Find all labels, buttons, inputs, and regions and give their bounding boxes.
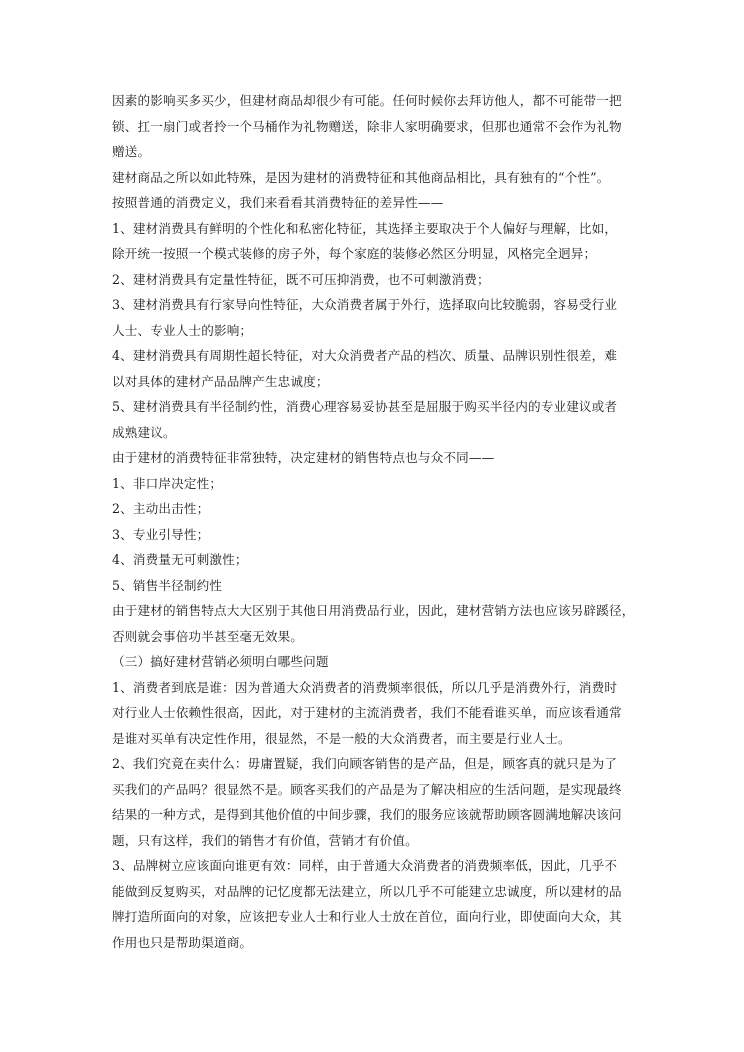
text-line: 因素的影响买多买少，但建材商品却很少有可能。任何时候你去拜访他人，都不可能带一把 <box>112 93 622 108</box>
text-line: 2、主动出击性； <box>112 501 210 516</box>
text-line: 赠送。 <box>112 144 151 159</box>
text-line: 否则就会事倍功半甚至毫无效果。 <box>112 628 304 644</box>
text-line: 买我们的产品吗？很显然不是。顾客买我们的产品是为了解决相应的生活问题，是实现最终 <box>112 781 622 797</box>
text-line: 锁、扛一扇门或者拎一个马桶作为礼物赠送，除非人家明确要求，但那也通常不会作为礼物 <box>112 118 622 134</box>
text-line: 4、建材消费具有周期性超长特征，对大众消费者产品的档次、质量、品牌识别性很差，难 <box>112 348 618 363</box>
text-line: 成熟建议。 <box>112 424 176 440</box>
text-line: 3、品牌树立应该面向谁更有效：同样，由于普通大众消费者的消费频率低，因此，几乎不 <box>112 858 618 873</box>
text-line: 由于建材的消费特征非常独特，决定建材的销售特点也与众不同—— <box>112 450 495 465</box>
text-line: 牌打造所面向的对象，应该把专业人士和行业人士放在首位，面向行业，即使面向大众，其 <box>112 909 622 924</box>
document-body <box>112 88 642 955</box>
text-line: 建材商品之所以如此特殊，是因为建材的消费特征和其他商品相比，具有独有的“个性”。 <box>112 169 610 185</box>
text-line: 结果的一种方式，是得到其他价值的中间步骤，我们的服务应该就帮助顾客圆满地解决该问 <box>112 807 622 822</box>
text-line: 题，只有这样，我们的销售才有价值，营销才有价值。 <box>112 832 418 848</box>
text-line: 是谁对买单有决定性作用，很显然，不是一般的大众消费者，而主要是行业人士。 <box>112 730 571 746</box>
text-line: 能做到反复购买，对品牌的记忆度都无法建立，所以几乎不可能建立忠诚度，所以建材的品 <box>112 883 622 899</box>
text-line: 对行业人士依赖性很高，因此，对于建材的主流消费者，我们不能看谁买单，而应该看通常 <box>112 705 622 720</box>
text-line: 作用也只是帮助渠道商。 <box>112 934 253 950</box>
text-line: 人士、专业人士的影响； <box>112 322 253 338</box>
text-line: （三）搞好建材营销必须明白哪些问题 <box>112 654 329 669</box>
text-line: 4、消费量无可刺激性； <box>112 552 248 567</box>
text-line: 3、建材消费具有行家导向性特征，大众消费者属于外行，选择取向比较脆弱，容易受行业 <box>112 297 618 312</box>
text-line: 1、消费者到底是谁：因为普通大众消费者的消费频率很低，所以几乎是消费外行，消费时 <box>112 679 618 695</box>
text-line: 由于建材的销售特点大大区别于其他日用消费品行业，因此，建材营销方法也应该另辟蹊径， <box>112 603 635 618</box>
text-line: 3、专业引导性； <box>112 526 210 542</box>
text-line: 1、建材消费具有鲜明的个性化和私密化特征，其选择主要取决于个人偏好与理解，比如， <box>112 220 618 236</box>
text-line: 除开统一按照一个模式装修的房子外，每个家庭的装修必然区分明显，风格完全迥异； <box>112 246 597 261</box>
text-line: 以对具体的建材产品品牌产生忠诚度； <box>112 373 329 389</box>
text-line: 2、我们究竟在卖什么：毋庸置疑，我们向顾客销售的是产品，但是，顾客真的就只是为了 <box>112 756 618 771</box>
text-line: 5、销售半径制约性 <box>112 577 223 593</box>
text-line: 5、建材消费具有半径制约性，消费心理容易妥协甚至是屈服于购买半径内的专业建议或者 <box>112 399 618 414</box>
text-line: 按照普通的消费定义，我们来看看其消费特征的差异性—— <box>112 195 444 210</box>
text-line: 2、建材消费具有定量性特征，既不可压抑消费，也不可刺激消费； <box>112 271 490 287</box>
text-line: 1、非口岸决定性； <box>112 475 223 491</box>
